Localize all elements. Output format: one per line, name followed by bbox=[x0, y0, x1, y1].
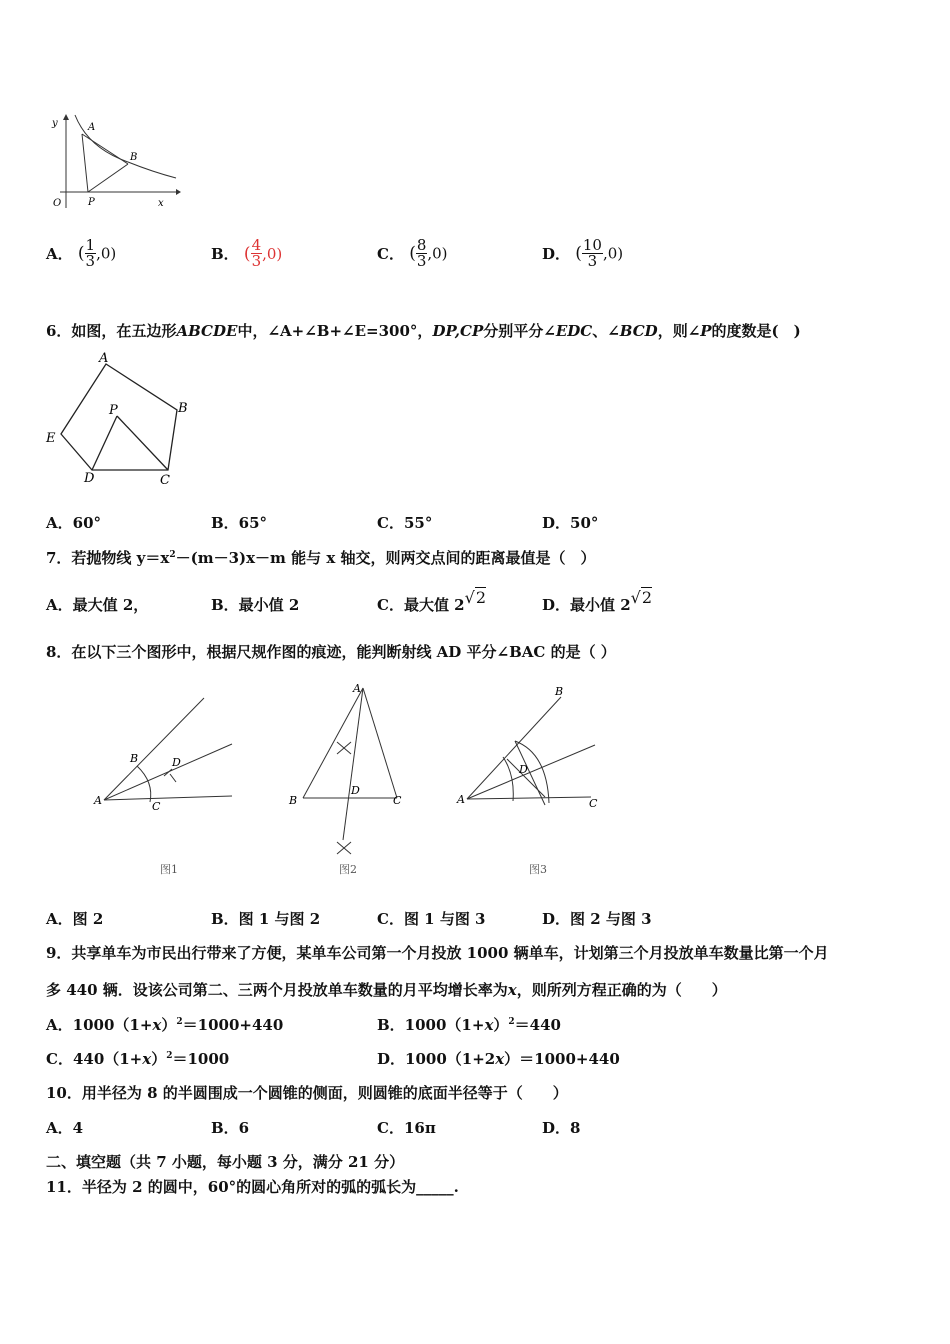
q9-option-c-var: x bbox=[142, 1050, 152, 1068]
q9-option-c-p2: ） bbox=[151, 1050, 167, 1068]
q9-option-a-p3: ＝1000+440 bbox=[182, 1016, 284, 1034]
q9-variable: x bbox=[507, 981, 517, 999]
q8-f2-label-b: B bbox=[289, 794, 298, 807]
q6-stem-end: 的度数是( ) bbox=[711, 322, 801, 340]
q6-dp bbox=[92, 416, 117, 470]
q6-stem bbox=[46, 320, 801, 341]
q9-option-c-exp: 2 bbox=[166, 1051, 173, 1061]
q9-option-d bbox=[377, 1048, 620, 1069]
q9-option-c bbox=[46, 1048, 229, 1069]
q9-option-a-exp: 2 bbox=[176, 1017, 183, 1027]
q5-option-b-fraction bbox=[251, 238, 263, 269]
q7-option-d-radicand: 2 bbox=[641, 588, 653, 607]
q6-edc: EDC bbox=[555, 322, 593, 340]
q5-label-p: P bbox=[88, 197, 95, 208]
q9-option-c-p1: C．440（1+ bbox=[46, 1050, 143, 1068]
q8-figure-2 bbox=[285, 680, 410, 880]
q5-option-d-open: ( bbox=[575, 243, 582, 264]
q8-f3-label-d: D bbox=[519, 763, 528, 776]
q5-option-c-fraction bbox=[416, 238, 428, 269]
q5-option-d-den: 3 bbox=[587, 252, 598, 270]
q8-f1-label-b: B bbox=[130, 752, 139, 765]
q6-option-b: B．65° bbox=[211, 514, 268, 532]
q7-option-a: A．最大值 2， bbox=[46, 596, 149, 614]
q5-option-b-den: 3 bbox=[251, 252, 262, 270]
q8-f2-label-a: A bbox=[353, 682, 361, 695]
q9-option-b-p3: ＝440 bbox=[514, 1016, 561, 1034]
q5-option-c-num: 8 bbox=[416, 236, 427, 254]
q7-option-c-text: C．最大值 2 bbox=[377, 596, 465, 614]
q6-figure bbox=[44, 348, 194, 488]
q9-option-b-p2: ） bbox=[493, 1016, 509, 1034]
q6-label-a: A bbox=[99, 351, 109, 366]
q5-option-a-den: 3 bbox=[85, 252, 96, 270]
q7-option-d bbox=[542, 588, 653, 615]
q6-pentagon bbox=[61, 364, 177, 470]
q5-ab bbox=[82, 134, 128, 164]
q9-option-b-exp: 2 bbox=[508, 1017, 515, 1027]
q9-option-d-var: x bbox=[495, 1050, 505, 1068]
q8-f3-ac bbox=[467, 797, 591, 799]
q5-option-b-num: 4 bbox=[251, 236, 262, 254]
q5-option-b-letter: B． bbox=[211, 245, 239, 263]
q6-stem-mid3: ，则∠ bbox=[657, 322, 701, 340]
q5-option-a-tail: ,0) bbox=[96, 244, 117, 263]
q5-option-d-fraction bbox=[582, 238, 603, 269]
q7-option-b: B．最小值 2 bbox=[211, 596, 300, 614]
q6-label-d: D bbox=[84, 471, 95, 486]
section-2-title: 二、填空题（共 7 小题，每小题 3 分，满分 21 分） bbox=[46, 1153, 405, 1171]
q6-cp bbox=[117, 416, 168, 470]
q9-option-c-p3: ＝1000 bbox=[172, 1050, 230, 1068]
q9-option-a-p2: ） bbox=[161, 1016, 177, 1034]
q8-f2-ac bbox=[363, 688, 397, 798]
q8-f3-label-c: C bbox=[589, 797, 598, 810]
q5-option-c-letter: C． bbox=[377, 245, 404, 263]
q9-stem-line2-a: 多 440 辆．设该公司第二、三两个月投放单车数量的月平均增长率为 bbox=[46, 981, 508, 999]
q5-option-a-open: ( bbox=[77, 243, 85, 264]
q8-f2-caption: 图2 bbox=[339, 863, 357, 876]
q7-option-d-sqrt: √2 bbox=[630, 588, 653, 607]
q10-option-a: A．4 bbox=[46, 1119, 84, 1137]
q8-f3-label-a: A bbox=[457, 793, 465, 806]
q8-f1-arc bbox=[137, 766, 151, 802]
q9-option-a-p1: A．1000（1+ bbox=[46, 1016, 153, 1034]
q6-option-a: A．60° bbox=[46, 514, 102, 532]
q6-label-p: P bbox=[109, 403, 118, 418]
q7-stem bbox=[46, 547, 596, 568]
q8-f1-label-a: A bbox=[94, 794, 102, 807]
q5-option-a bbox=[46, 238, 116, 269]
q6-dpcp: DP,CP bbox=[432, 322, 484, 340]
q5-pb bbox=[88, 164, 128, 192]
q5-option-d-num: 10 bbox=[582, 236, 602, 254]
q8-f2-ad bbox=[343, 688, 363, 840]
q9-option-a-var: x bbox=[152, 1016, 162, 1034]
q10-option-c: C．16π bbox=[377, 1119, 436, 1137]
q6-stem-prefix: 6．如图，在五边形 bbox=[46, 322, 177, 340]
q5-label-a: A bbox=[88, 122, 96, 133]
q8-option-a: A．图 2 bbox=[46, 910, 104, 928]
q7-option-c-sqrt: √2 bbox=[464, 588, 486, 607]
q6-angle-e: ∠E=300°， bbox=[342, 322, 433, 340]
q6-p: P bbox=[700, 322, 712, 340]
q5-option-c-den: 3 bbox=[416, 252, 427, 270]
q8-f2-label-d: D bbox=[351, 784, 360, 797]
q5-x-arrow bbox=[176, 189, 181, 195]
q8-f2-label-c: C bbox=[393, 794, 402, 807]
q5-y-arrow bbox=[63, 114, 69, 120]
q5-option-a-fraction bbox=[85, 238, 97, 269]
q5-option-a-num: 1 bbox=[85, 236, 96, 254]
q8-f3-label-b: B bbox=[555, 685, 564, 698]
q6-label-e: E bbox=[46, 431, 56, 446]
q5-label-y: y bbox=[52, 118, 58, 129]
q7-exponent: 2 bbox=[169, 550, 176, 560]
q9-option-a bbox=[46, 1014, 283, 1035]
q6-stem-mid: 中，∠A+ bbox=[237, 322, 305, 340]
q6-label-c: C bbox=[160, 473, 170, 488]
q7-stem-a: 7．若抛物线 y＝x bbox=[46, 549, 170, 567]
q9-stem-line2-b: ，则所列方程正确的为（ ） bbox=[516, 981, 727, 999]
q8-f1-mark2 bbox=[170, 774, 176, 782]
q6-stem-mid2: 分别平分∠ bbox=[483, 322, 556, 340]
q5-figure bbox=[48, 112, 183, 214]
q5-option-c bbox=[377, 238, 448, 269]
q8-f1-ab bbox=[104, 698, 204, 800]
q6-option-d: D．50° bbox=[542, 514, 599, 532]
q5-option-a-letter: A． bbox=[46, 245, 73, 263]
q5-option-b-open: ( bbox=[243, 243, 251, 264]
q5-option-c-open: ( bbox=[409, 243, 416, 264]
q6-bcd: BCD bbox=[619, 322, 658, 340]
q8-f1-label-c: C bbox=[152, 800, 161, 813]
q5-label-x: x bbox=[158, 198, 164, 209]
q5-option-c-tail: ,0) bbox=[427, 244, 448, 263]
q8-figure-1 bbox=[92, 690, 242, 880]
q7-option-c-radicand: 2 bbox=[475, 588, 486, 607]
q9-stem-line2 bbox=[46, 979, 727, 1000]
q6-pentagon-name: ABCDE bbox=[176, 322, 238, 340]
q5-label-b: B bbox=[130, 152, 138, 163]
q5-option-d-letter: D． bbox=[542, 245, 571, 263]
q9-option-d-p1: D．1000（1+2 bbox=[377, 1050, 496, 1068]
q5-option-d-tail: ,0) bbox=[602, 244, 624, 263]
q8-f1-ac bbox=[104, 796, 232, 800]
q10-stem: 10．用半径为 8 的半圆围成一个圆锥的侧面，则圆锥的底面半径等于（ ） bbox=[46, 1084, 568, 1102]
q5-option-b-tail: ,0) bbox=[262, 244, 283, 263]
q5-pa bbox=[82, 134, 88, 192]
q8-f2-ab bbox=[303, 688, 363, 798]
q9-stem-line1: 9．共享单车为市民出行带来了方便，某单车公司第一个月投放 1000 辆单车，计划第三个月投放单车数量比第一个月 bbox=[46, 944, 829, 962]
q9-option-d-p2: ）＝1000+440 bbox=[504, 1050, 620, 1068]
q8-f3-caption: 图3 bbox=[529, 863, 547, 876]
q10-option-d: D．8 bbox=[542, 1119, 581, 1137]
q8-option-d: D．图 2 与图 3 bbox=[542, 910, 652, 928]
q6-option-c: C．55° bbox=[377, 514, 433, 532]
q8-f1-caption: 图1 bbox=[160, 863, 178, 876]
q5-label-o: O bbox=[53, 198, 62, 209]
q10-option-b: B．6 bbox=[211, 1119, 250, 1137]
q6-label-b: B bbox=[178, 401, 188, 416]
q8-figure-3 bbox=[455, 685, 605, 880]
q7-option-d-text: D．最小值 2 bbox=[542, 596, 631, 614]
q6-sep: 、∠ bbox=[592, 322, 620, 340]
q9-option-b-var: x bbox=[484, 1016, 494, 1034]
q5-option-d bbox=[542, 238, 623, 269]
q8-option-c: C．图 1 与图 3 bbox=[377, 910, 486, 928]
q5-option-b bbox=[211, 238, 282, 269]
q11-stem: 11．半径为 2 的圆中，60°的圆心角所对的弧的弧长为_____. bbox=[46, 1178, 459, 1196]
q7-option-c bbox=[377, 588, 486, 615]
q9-option-b bbox=[377, 1014, 561, 1035]
q9-option-b-p1: B．1000（1+ bbox=[377, 1016, 485, 1034]
q8-stem: 8．在以下三个图形中，根据尺规作图的痕迹，能判断射线 AD 平分∠BAC 的是（ ） bbox=[46, 643, 616, 661]
q8-option-b: B．图 1 与图 2 bbox=[211, 910, 321, 928]
q8-f3-ad bbox=[467, 745, 595, 799]
q7-stem-b: －(m－3)x－m 能与 x 轴交，则两交点间的距离最值是（ ） bbox=[175, 549, 596, 567]
q8-f1-label-d: D bbox=[172, 756, 181, 769]
q6-angle-b: ∠B+ bbox=[304, 322, 343, 340]
